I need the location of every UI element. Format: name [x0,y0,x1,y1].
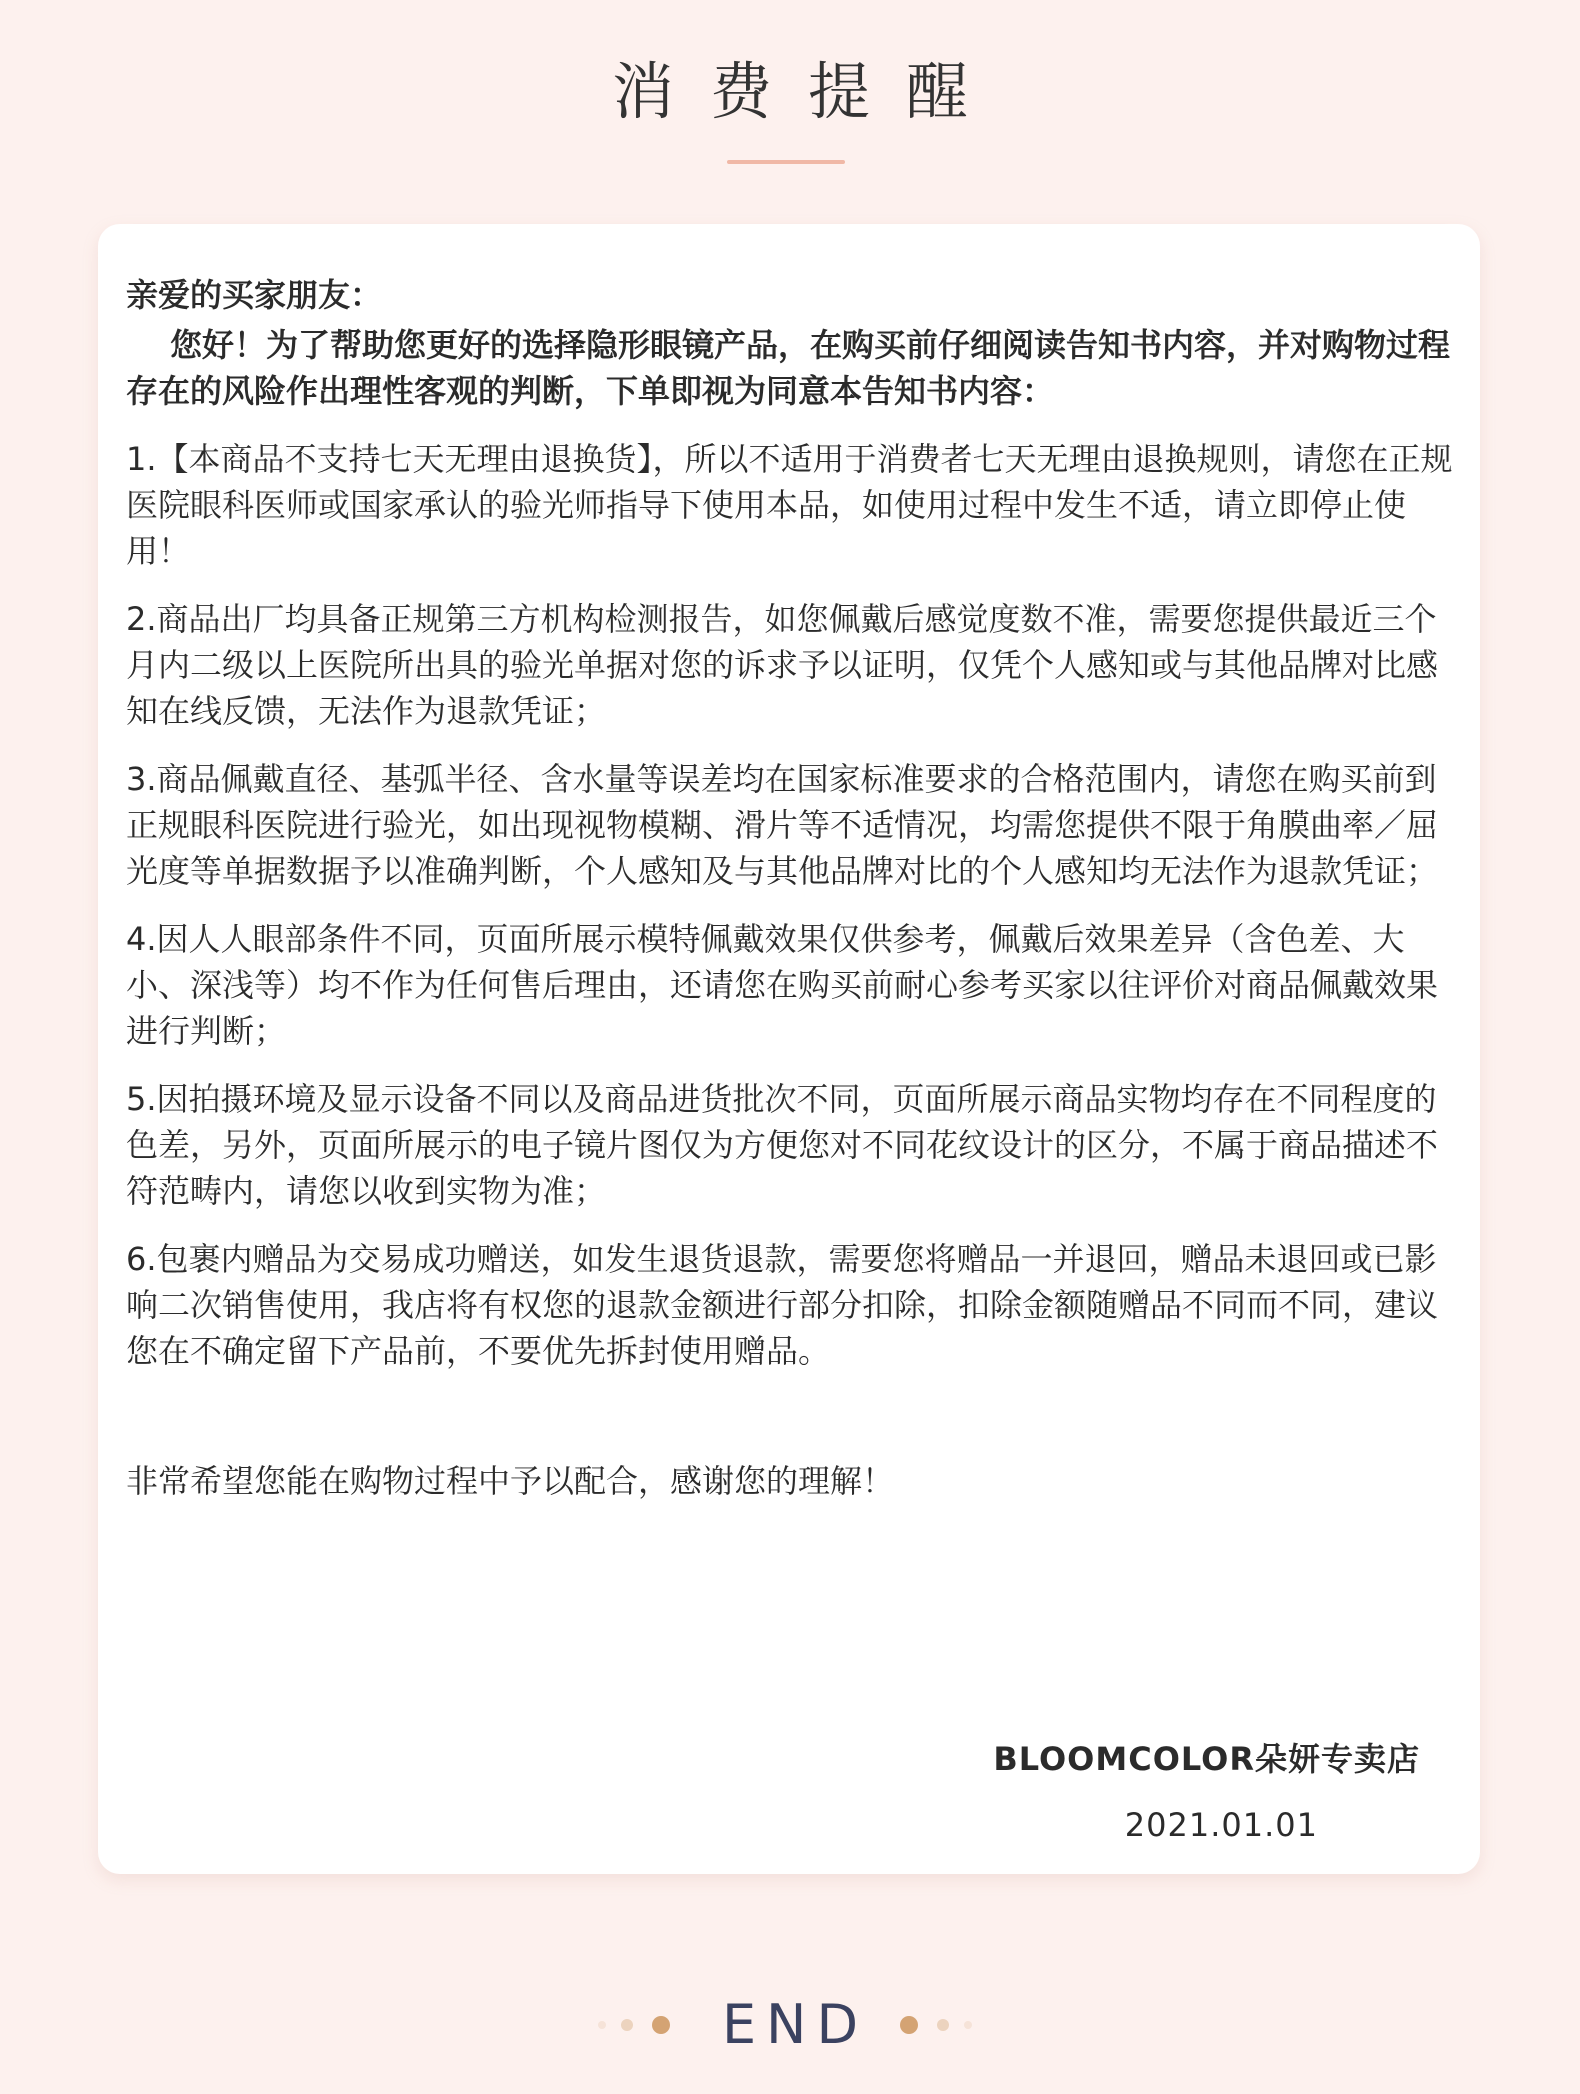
end-marker [0,1990,1580,2060]
intro-paragraph: 您好！为了帮助您更好的选择隐形眼镜产品，在购买前仔细阅读告知书内容，并对购物过程存在的风险作出理性客观的判断，下单即视为同意本告知书内容： [126,326,1451,410]
rule-item-4: 4.因人人眼部条件不同，页面所展示模特佩戴效果仅供参考，佩戴后效果差异（含色差、大小、深浅等）均不作为任何售后理由，还请您在购买前耐心参考买家以往评价对商品佩戴效果进行判断； [126,920,1439,1050]
rule-item-3: 3.商品佩戴直径、基弧半径、含水量等误差均在国家标准要求的合格范围内，请您在购买前到正规眼科医院进行验光，如出现视物模糊、滑片等不适情况，均需您提供不限于角膜曲率／屈光度等单据数据予以准确判断，个人感知及与其他品牌对比的个人感知均无法作为退款凭证； [126,760,1439,890]
rule-item-2: 2.商品出厂均具备正规第三方机构检测报告，如您佩戴后感觉度数不准，需要您提供最近三个月内二级以上医院所出具的验光单据对您的诉求予以证明，仅凭个人感知或与其他品牌对比感知在线反馈，无法作为退款凭证； [126,600,1439,730]
rule-item-1: 1.【本商品不支持七天无理由退换货】，所以不适用于消费者七天无理由退换规则，请您在正规医院眼科医师或国家承认的验光师指导下使用本品，如使用过程中发生不适，请立即停止使用！ [126,440,1453,570]
shop-signature: BLOOMCOLOR朵妍专卖店 [993,1740,1420,1778]
dot-right-small [964,2021,972,2029]
dot-right-medium [937,2019,949,2031]
greeting: 亲爱的买家朋友： [126,276,383,314]
notice-card [98,224,1480,1874]
title-underline [727,160,845,164]
dot-left-large [652,2016,670,2034]
rule-item-6: 6.包裹内赠品为交易成功赠送，如发生退货退款，需要您将赠品一并退回，赠品未退回或已影响二次销售使用，我店将有权您的退款金额进行部分扣除，扣除金额随赠品不同而不同，建议您在不确定留下产品前，不要优先拆封使用赠品。 [126,1240,1439,1370]
dot-right-large [900,2016,918,2034]
dot-left-small [598,2021,606,2029]
page-title: 消费提醒 [611,55,1004,128]
rule-item-5: 5.因拍摄环境及显示设备不同以及商品进货批次不同，页面所展示商品实物均存在不同程度的色差，另外，页面所展示的电子镜片图仅为方便您对不同花纹设计的区分，不属于商品描述不符范畴内，请您以收到实物为准； [126,1080,1439,1210]
closing-text: 非常希望您能在购物过程中予以配合，感谢您的理解！ [126,1462,895,1500]
signature-date: 2021.01.01 [1124,1806,1318,1844]
end-label: END [721,1993,869,2056]
dot-left-medium [621,2019,633,2031]
